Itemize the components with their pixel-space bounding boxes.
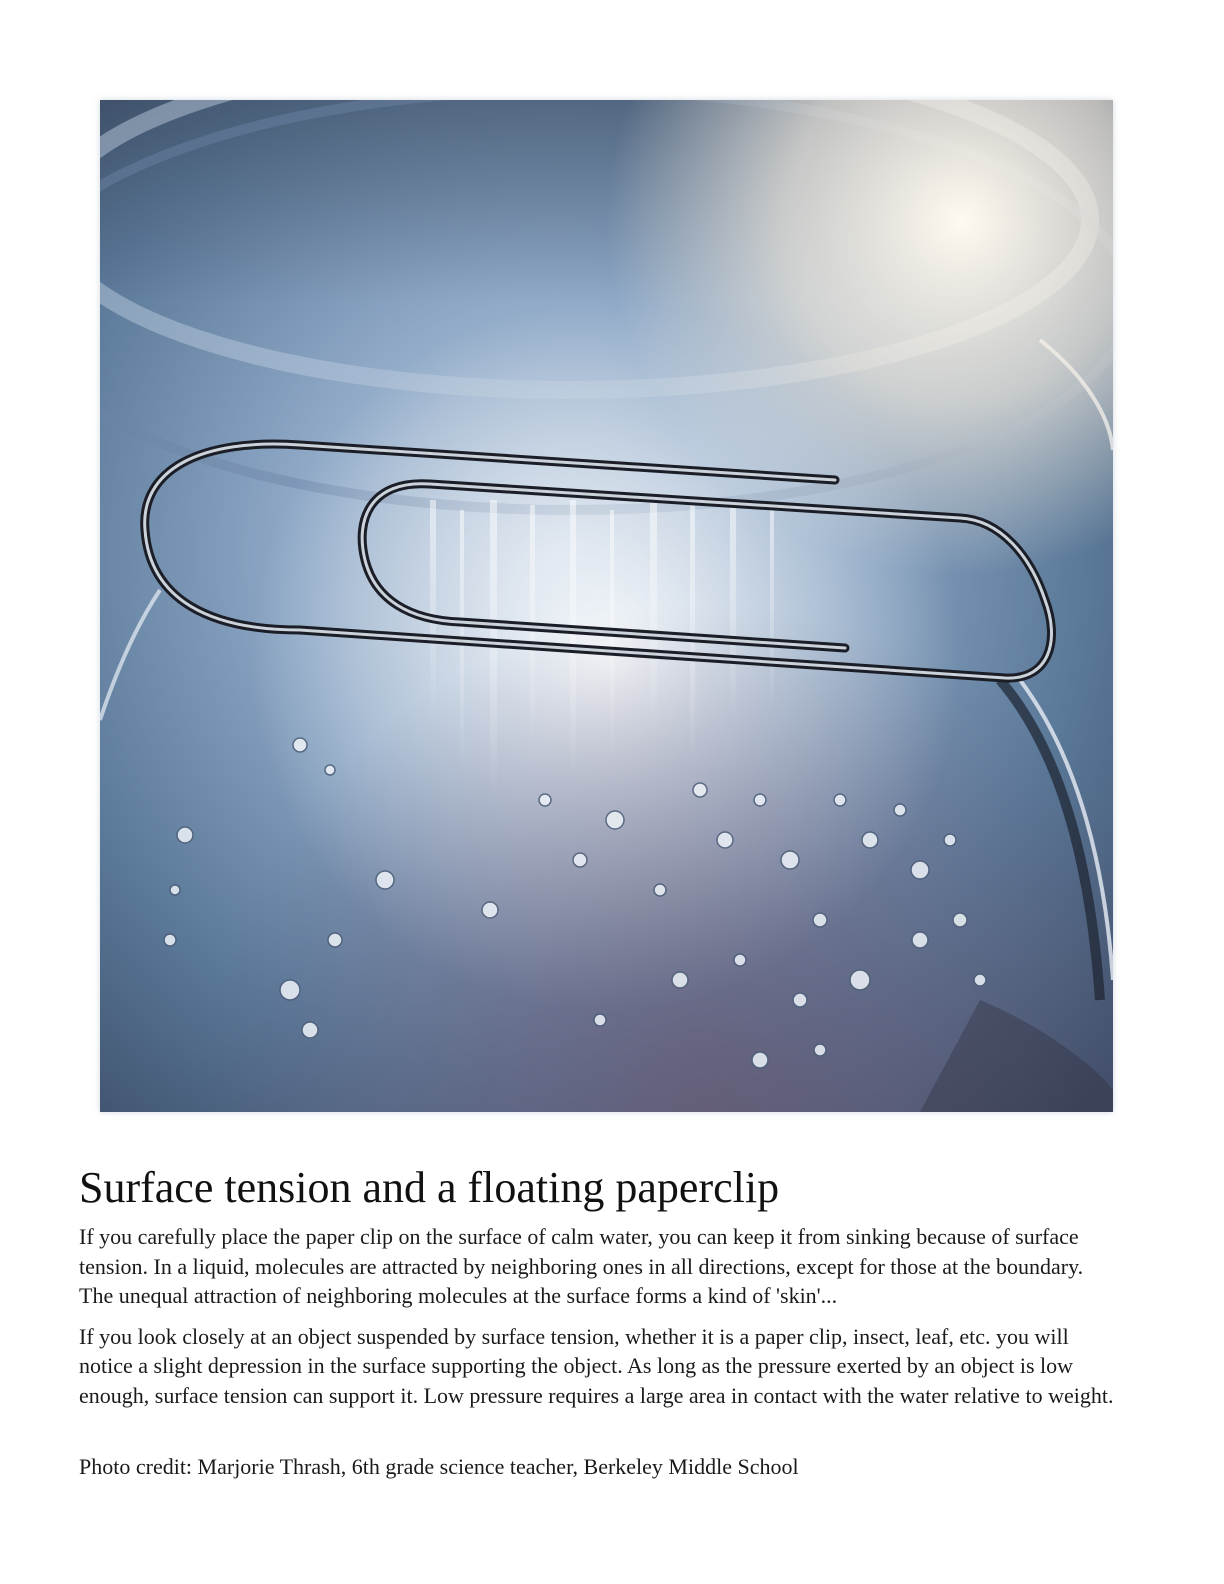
paragraph-2: If you look closely at an object suspended by surface tension, whether it is a paper clip, insect, leaf, etc. you will notice a slight depression in the surface supporting the object. As long as the pressure exerted by an object is low enough, surface tension can support it. Low pressure requires a large area in contact with the water relative to weight. xyxy=(79,1323,1114,1408)
paperclip-photo xyxy=(100,100,1113,1112)
article-body xyxy=(79,1222,1119,1421)
photo-credit: Photo credit: Marjorie Thrash, 6th grade science teacher, Berkeley Middle School xyxy=(79,1454,799,1479)
article-title: Surface tension and a floating paperclip xyxy=(79,1163,780,1212)
paragraph-1: If you carefully place the paper clip on the surface of calm water, you can keep it from sinking because of surface tension. In a liquid, molecules are attracted by neighboring ones in all directions, except for those at the boundary. The unequal attraction of neighboring molecules at the surface forms a kind of 'skin'... xyxy=(79,1224,1084,1308)
